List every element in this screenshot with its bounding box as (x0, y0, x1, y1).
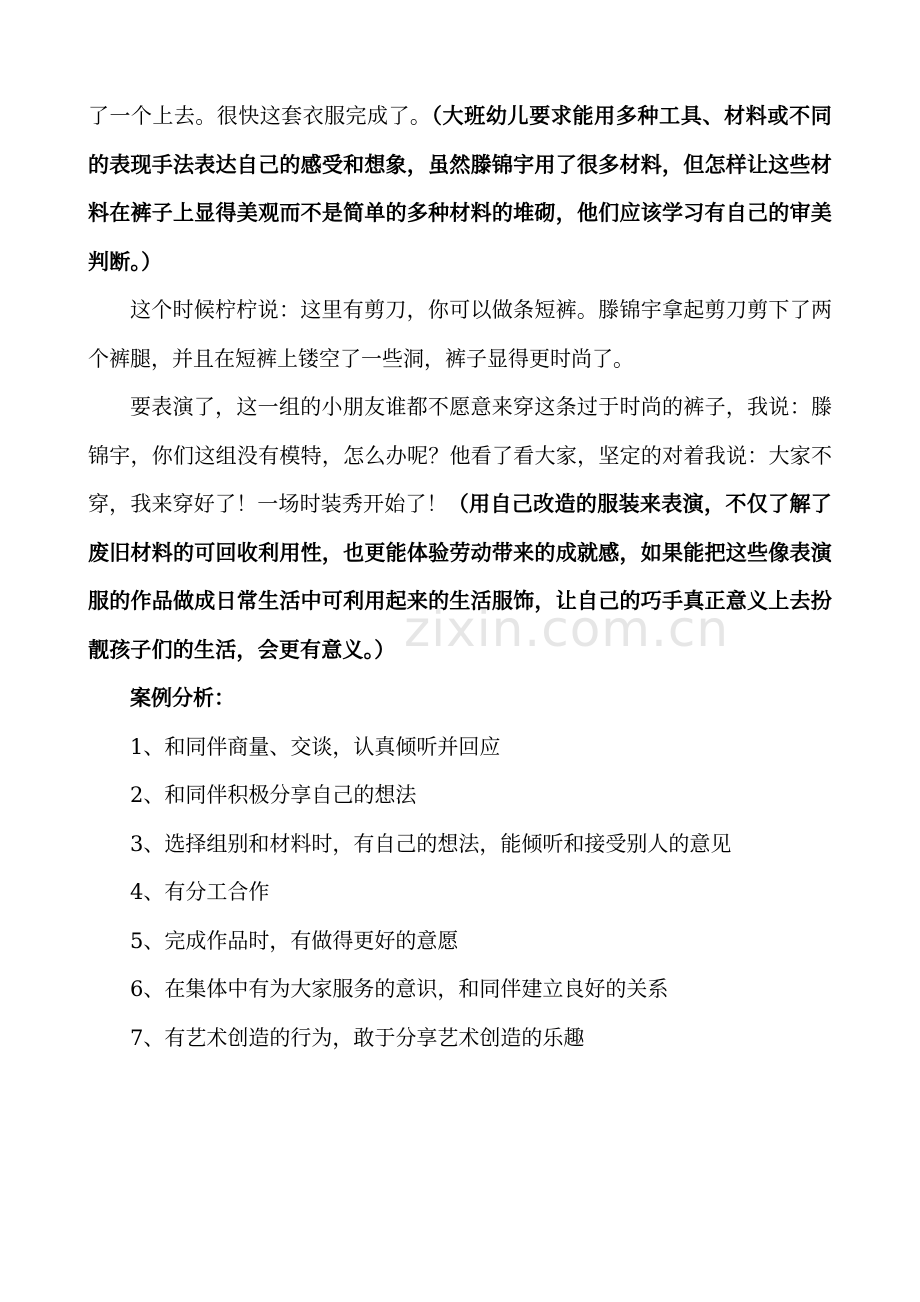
analysis-item-5: 5、完成作品时，有做得更好的意愿 (130, 928, 459, 953)
watermark: zixin.com.cn (404, 600, 730, 658)
analysis-item-2: 2、和同伴积极分享自己的想法 (130, 783, 417, 807)
analysis-item-6: 6、在集体中有为大家服务的意识，和同伴建立良好的关系 (130, 977, 669, 1001)
analysis-heading: 案例分析： (130, 686, 235, 710)
analysis-item-1: 1、和同伴商量、交谈，认真倾听并回应 (130, 734, 501, 759)
paragraph-1 (88, 92, 832, 286)
analysis-item-4: 4、有分工合作 (130, 880, 270, 904)
paragraph-3 (88, 383, 832, 674)
paragraph-1-commentary: （大班幼儿要求能用多种工具、材料或不同的表现手法表达自己的感受和想象，虽然滕锦宇用了很多材料，但怎样让这些材料在裤子上显得美观而不是简单的多种材料的堆砌，他们应该学习有自己的审美判断。） (88, 104, 832, 274)
document-body (88, 92, 832, 1062)
analysis-item-7: 7、有艺术创造的行为，敢于分享艺术创造的乐趣 (130, 1025, 585, 1050)
paragraph-2 (88, 286, 832, 383)
analysis-item-3: 3、选择组别和材料时，有自己的想法，能倾听和接受别人的意见 (130, 831, 732, 856)
paragraph-3-text: 要表演了，这一组的小朋友谁都不愿意来穿这条过于时尚的裤子，我说：滕锦宇，你们这组没有模特，怎么办呢？他看了看大家，坚定的对着我说：大家不穿，我来穿好了！一场时装秀开始了！ (88, 395, 832, 516)
paragraph-3-commentary: （用自己改造的服装来表演，不仅了解了废旧材料的可回收利用性，也更能体验劳动带来的成就感，如果能把这些像表演服的作品做成日常生活中可利用起来的生活服饰，让自己的巧手真正意义上去扮靓孩子们的生活，会更有意义。） (88, 492, 832, 662)
paragraph-1-text: 了一个上去。很快这套衣服完成了。 (88, 104, 432, 128)
paragraph-2-text: 这个时候柠柠说：这里有剪刀，你可以做条短裤。滕锦宇拿起剪刀剪下了两个裤腿，并且在短裤上镂空了一些洞，裤子显得更时尚了。 (88, 298, 832, 371)
